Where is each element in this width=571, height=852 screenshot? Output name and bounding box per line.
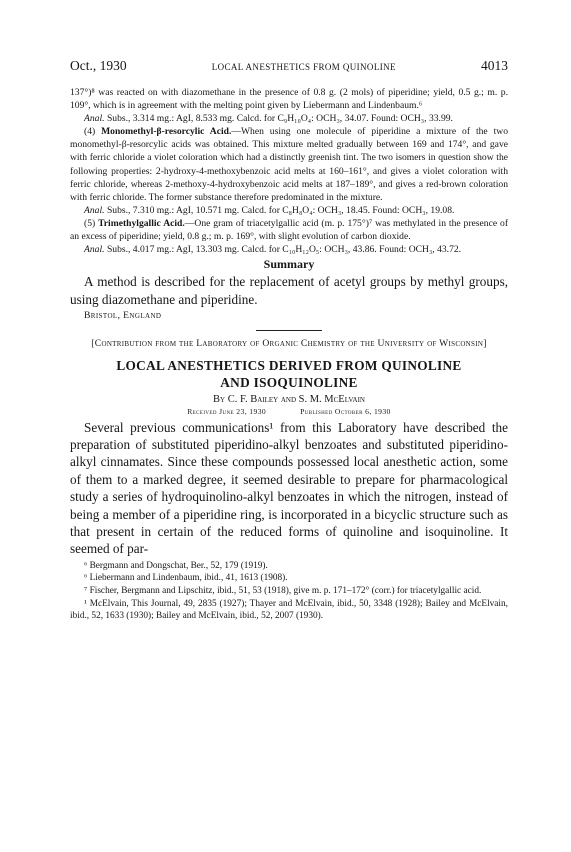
page-number: 4013 (481, 58, 508, 73)
summary-section (70, 273, 508, 308)
continuation-paragraph: 137°)⁸ was reacted on with diazomethane in the presence of 0.8 g. (2 mols) of piperidine; yield, 0.5 g.; m. p. 109°, which is in agreement with the melting point given by Liebermann and Lindenbaum.⁶ (70, 87, 508, 112)
section-4 (70, 125, 508, 204)
issue-date: Oct., 1930 (70, 58, 127, 73)
body-paragraph: Several previous communications¹ from this Laboratory have described the preparation of substituted piperidino-alkyl benzoates and substituted piperidino-alkyl cinnamates. Since these compounds possessed local anesthetic action, some of them to a marked degree, it seemed desirable to prepare for pharmacological study a series of hydroquinolino-alkyl benzoates in which the nitrogen, instead of being a member of a piperidine ring, is incorporated in a bicyclic structure such as that present in certain of the reduced forms of quinoline and isoquinoline. It seemed of par- (70, 419, 508, 557)
footnote: ⁶ Bergmann and Dongschat, Ber., 52, 179 (1919). (84, 560, 268, 571)
article-title-line-2: AND ISOQUINOLINE (220, 374, 358, 390)
author-location: Bristol, England (84, 310, 162, 322)
section-5-title: Trimethylgallic Acid. (98, 217, 185, 229)
page-header (70, 58, 508, 74)
footnote: ⁶ Liebermann and Lindenbaum, ibid., 41, 1613 (1908). (84, 573, 288, 584)
article-title-line-1: LOCAL ANESTHETICS DERIVED FROM QUINOLINE (116, 357, 462, 373)
anal-label: Anal. (84, 204, 105, 216)
section-5-number: (5) (84, 217, 96, 229)
analysis-2-text: Subs., 7.310 mg.: AgI, 10.571 mg. Calcd. for C₈H₈O₄: OCH₃, 18.45. Found: OCH₃, 19.08. (106, 204, 455, 216)
preceding-article-text (70, 86, 508, 256)
section-5-text: —One gram of triacetylgallic acid (m. p. 175°)⁷ was methylated in the presence of an excess of piperidine; yield, 0.8 g.; m. p. 169°, with slight evolution of carbon dioxide. (70, 217, 509, 243)
dates-line (70, 407, 508, 416)
footnote: ¹ McElvain, This Journal, 49, 2835 (1927); Thayer and McElvain, ibid., 50, 3348 (1928); Bailey and McElvain, ibid., 52, 1633 (1930); Bailey and McElvain, ibid., 52, 2007 (1930). (70, 598, 508, 622)
footnote: ⁷ Fischer, Bergmann and Lipschitz, ibid., 51, 53 (1918), give m. p. 171–172° (corr.) for triacetylgallic acid. (84, 585, 482, 596)
section-divider (256, 330, 322, 331)
received-date: Received June 23, 1930 (187, 406, 267, 416)
article-authors: By C. F. Bailey and S. M. McElvain (213, 393, 365, 405)
analysis-2 (70, 204, 508, 217)
contribution-note: [Contribution from the Laboratory of Organic Chemistry of the University of Wisconsin] (91, 338, 487, 350)
summary-heading: Summary (263, 257, 315, 272)
anal-label: Anal. (84, 244, 105, 256)
published-date: Published October 6, 1930 (300, 406, 391, 416)
anal-label: Anal. (84, 113, 105, 125)
analysis-1-text: Subs., 3.314 mg.: AgI, 8.533 mg. Calcd. for C₉H₁₀O₄: OCH₃, 34.07. Found: OCH₃, 33.99. (106, 113, 453, 125)
running-title: LOCAL ANESTHETICS FROM QUINOLINE (211, 62, 396, 72)
journal-page (70, 58, 508, 623)
section-4-number: (4) (84, 126, 96, 138)
article-body (70, 419, 508, 558)
section-4-text: —When using one molecule of piperidine a mixture of the two monomethyl-β-resorcylic acids was obtained. This mixture melted gradually between 169 and 174°, and gave with ferric chloride a violet coloration which had a distinctly greenish tint. The two isomers in question show the following properties: 2-hydroxy-4-methoxybenzoic acid melts at 160–161°, and gives a violet coloration with ferric chloride, whereas 2-methoxy-4-hydroxybenzoic acid melts at 187–189°, and gives a red-brown coloration with ferric chloride. The former substance therefore predominated in the mixture. (70, 126, 508, 203)
summary-text: A method is described for the replacement of acetyl groups by methyl groups, using diazomethane and piperidine. (70, 274, 508, 307)
analysis-1 (70, 112, 508, 125)
section-5 (70, 217, 508, 243)
article-title (70, 357, 508, 391)
analysis-3-text: Subs., 4.017 mg.: AgI, 13.303 mg. Calcd. for C₁₀H₁₂O₅: OCH₃, 43.86. Found: OCH₃, 43.72. (106, 244, 462, 256)
section-4-title: Monomethyl-β-resorcylic Acid. (101, 126, 232, 138)
footnotes (70, 560, 508, 623)
analysis-3 (70, 243, 508, 256)
